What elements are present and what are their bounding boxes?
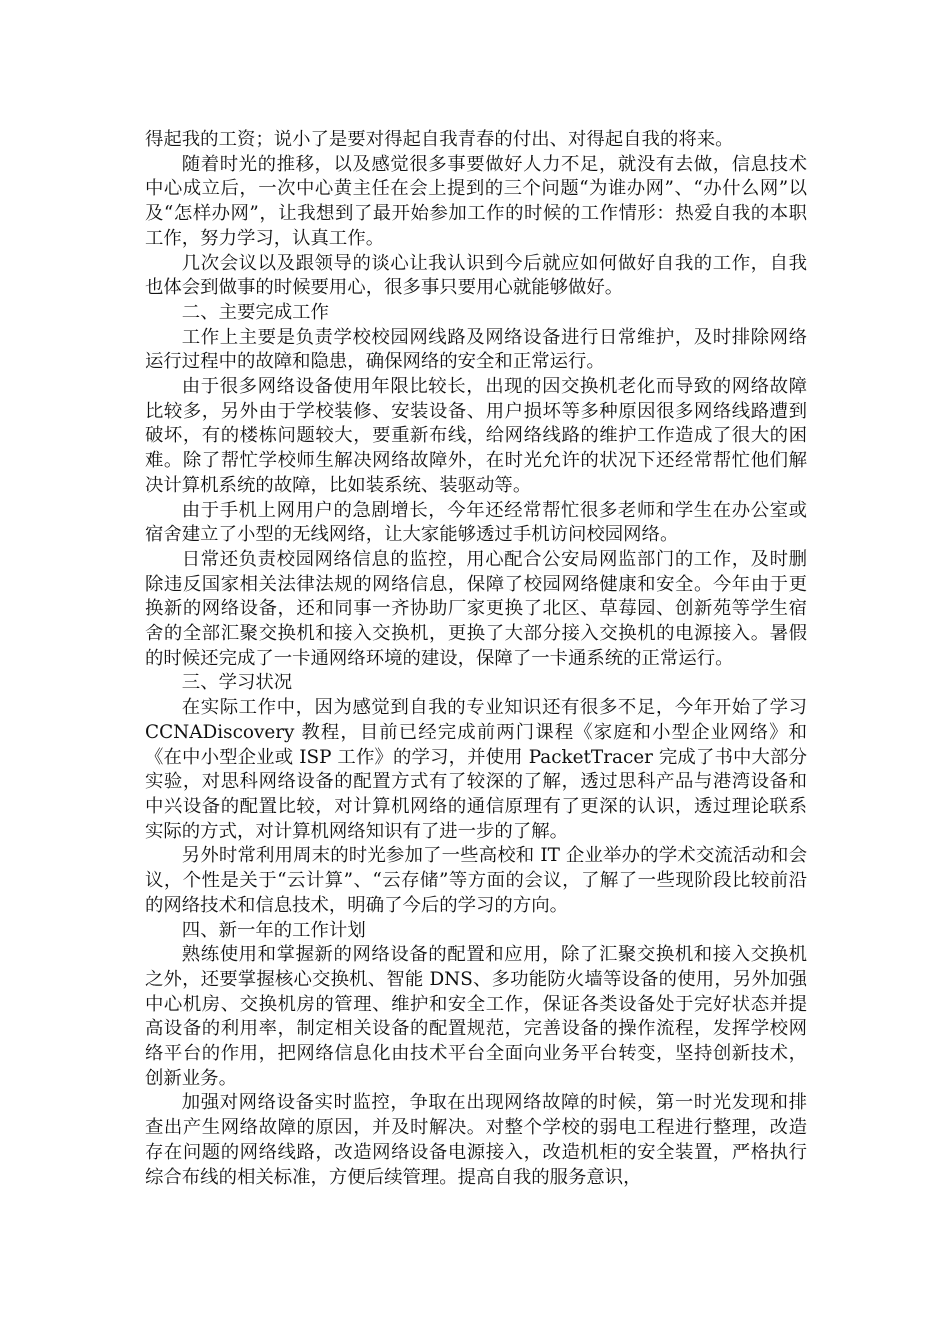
paragraph-ccna-study: 在实际工作中，因为感觉到自我的专业知识还有很多不足，今年开始了学习 CCNADiscovery 教程，目前已经完成前两门课程《家庭和小型企业网络》和《在中小型企业或 ISP 工作》的学习，并使用 PacketTracer 完成了书中大部分实验，对思科网络设备的配置方式有了较深的了解，透过思科产品与港湾设备和中兴设备的配置比较，对计算机网络的通信原理有了更深的认识，透过理论联系实际的方式，对计算机网络知识有了进一步的了解。	[145, 697, 807, 842]
paragraph-conferences: 另外时常利用周末的时光参加了一些高校和 IT 企业举办的学术交流活动和会议，个性是关于“云计算”、“云存储”等方面的会议，了解了一些现阶段比较前沿的网络技术和信息技术，明确了今后的学习的方向。	[145, 845, 807, 916]
paragraph-realtime-monitoring: 加强对网络设备实时监控，争取在出现网络故障的时候，第一时光发现和排查出产生网络故障的原因，并及时解决。对整个学校的弱电工程进行整理，改造存在问题的网络线路，改造网络设备电源接入，改造机柜的安全装置，严格执行综合布线的相关标准，方便后续管理。提高自我的服务意识，	[145, 1092, 807, 1188]
document-page	[145, 128, 807, 1190]
paragraph-meetings: 几次会议以及跟领导的谈心让我认识到今后就应如何做好自我的工作，自我也体会到做事的时候要用心，很多事只要用心就能够做好。	[145, 252, 807, 299]
paragraph-monitoring: 日常还负责校园网络信息的监控，用心配合公安局网监部门的工作，及时删除违反国家相关法律法规的网络信息，保障了校园网络健康和安全。今年由于更换新的网络设备，还和同事一齐协助厂家更换了北区、草莓园、创新苑等学生宿舍的全部汇聚交换机和接入交换机，更换了大部分接入交换机的电源接入。暑假的时候还完成了一卡通网络环境的建设，保障了一卡通系统的正常运行。	[145, 548, 807, 669]
section-heading-study: 三、学习状况	[181, 672, 293, 694]
paragraph-device-aging: 由于很多网络设备使用年限比较长，出现的因交换机老化而导致的网络故障比较多，另外由于学校装修、安装设备、用户损坏等多种原因很多网络线路遭到破坏，有的楼栋问题较大，要重新布线，给网络线路的维护工作造成了很大的困难。除了帮忙学校师生解决网络故障外，在时光允许的状况下还经常帮忙他们解决计算机系统的故障，比如装系统、装驱动等。	[145, 376, 807, 496]
paragraph-network-maintenance: 工作上主要是负责学校校园网线路及网络设备进行日常维护，及时排除网络运行过程中的故障和隐患，确保网络的安全和正常运行。	[145, 326, 807, 373]
paragraph-wireless: 由于手机上网用户的急剧增长，今年还经常帮忙很多老师和学生在办公室或宿舍建立了小型的无线网络，让大家能够透过手机访问校园网络。	[145, 499, 807, 546]
paragraph-center-founding: 随着时光的推移，以及感觉很多事要做好人力不足，就没有去做，信息技术中心成立后，一次中心黄主任在会上提到的三个问题“为谁办网”、“办什么网”以及“怎样办网”，让我想到了最开始参加工作的时候的工作情形：热爱自我的本职工作，努力学习，认真工作。	[145, 153, 807, 249]
section-heading-plan: 四、新一年的工作计划	[181, 919, 366, 941]
section-heading-main-work: 二、主要完成工作	[181, 301, 329, 323]
paragraph-continuation: 得起我的工资；说小了是要对得起自我青春的付出、对得起自我的将来。	[145, 129, 734, 150]
paragraph-new-devices: 熟练使用和掌握新的网络设备的配置和应用，除了汇聚交换机和接入交换机之外，还要掌握核心交换机、智能 DNS、多功能防火墙等设备的使用，另外加强中心机房、交换机房的管理、维护和安全工作，保证各类设备处于完好状态并提高设备的利用率，制定相关设备的配置规范，完善设备的操作流程，发挥学校网络平台的作用，把网络信息化由技术平台全面向业务平台转变，坚持创新技术，创新业务。	[145, 944, 807, 1089]
